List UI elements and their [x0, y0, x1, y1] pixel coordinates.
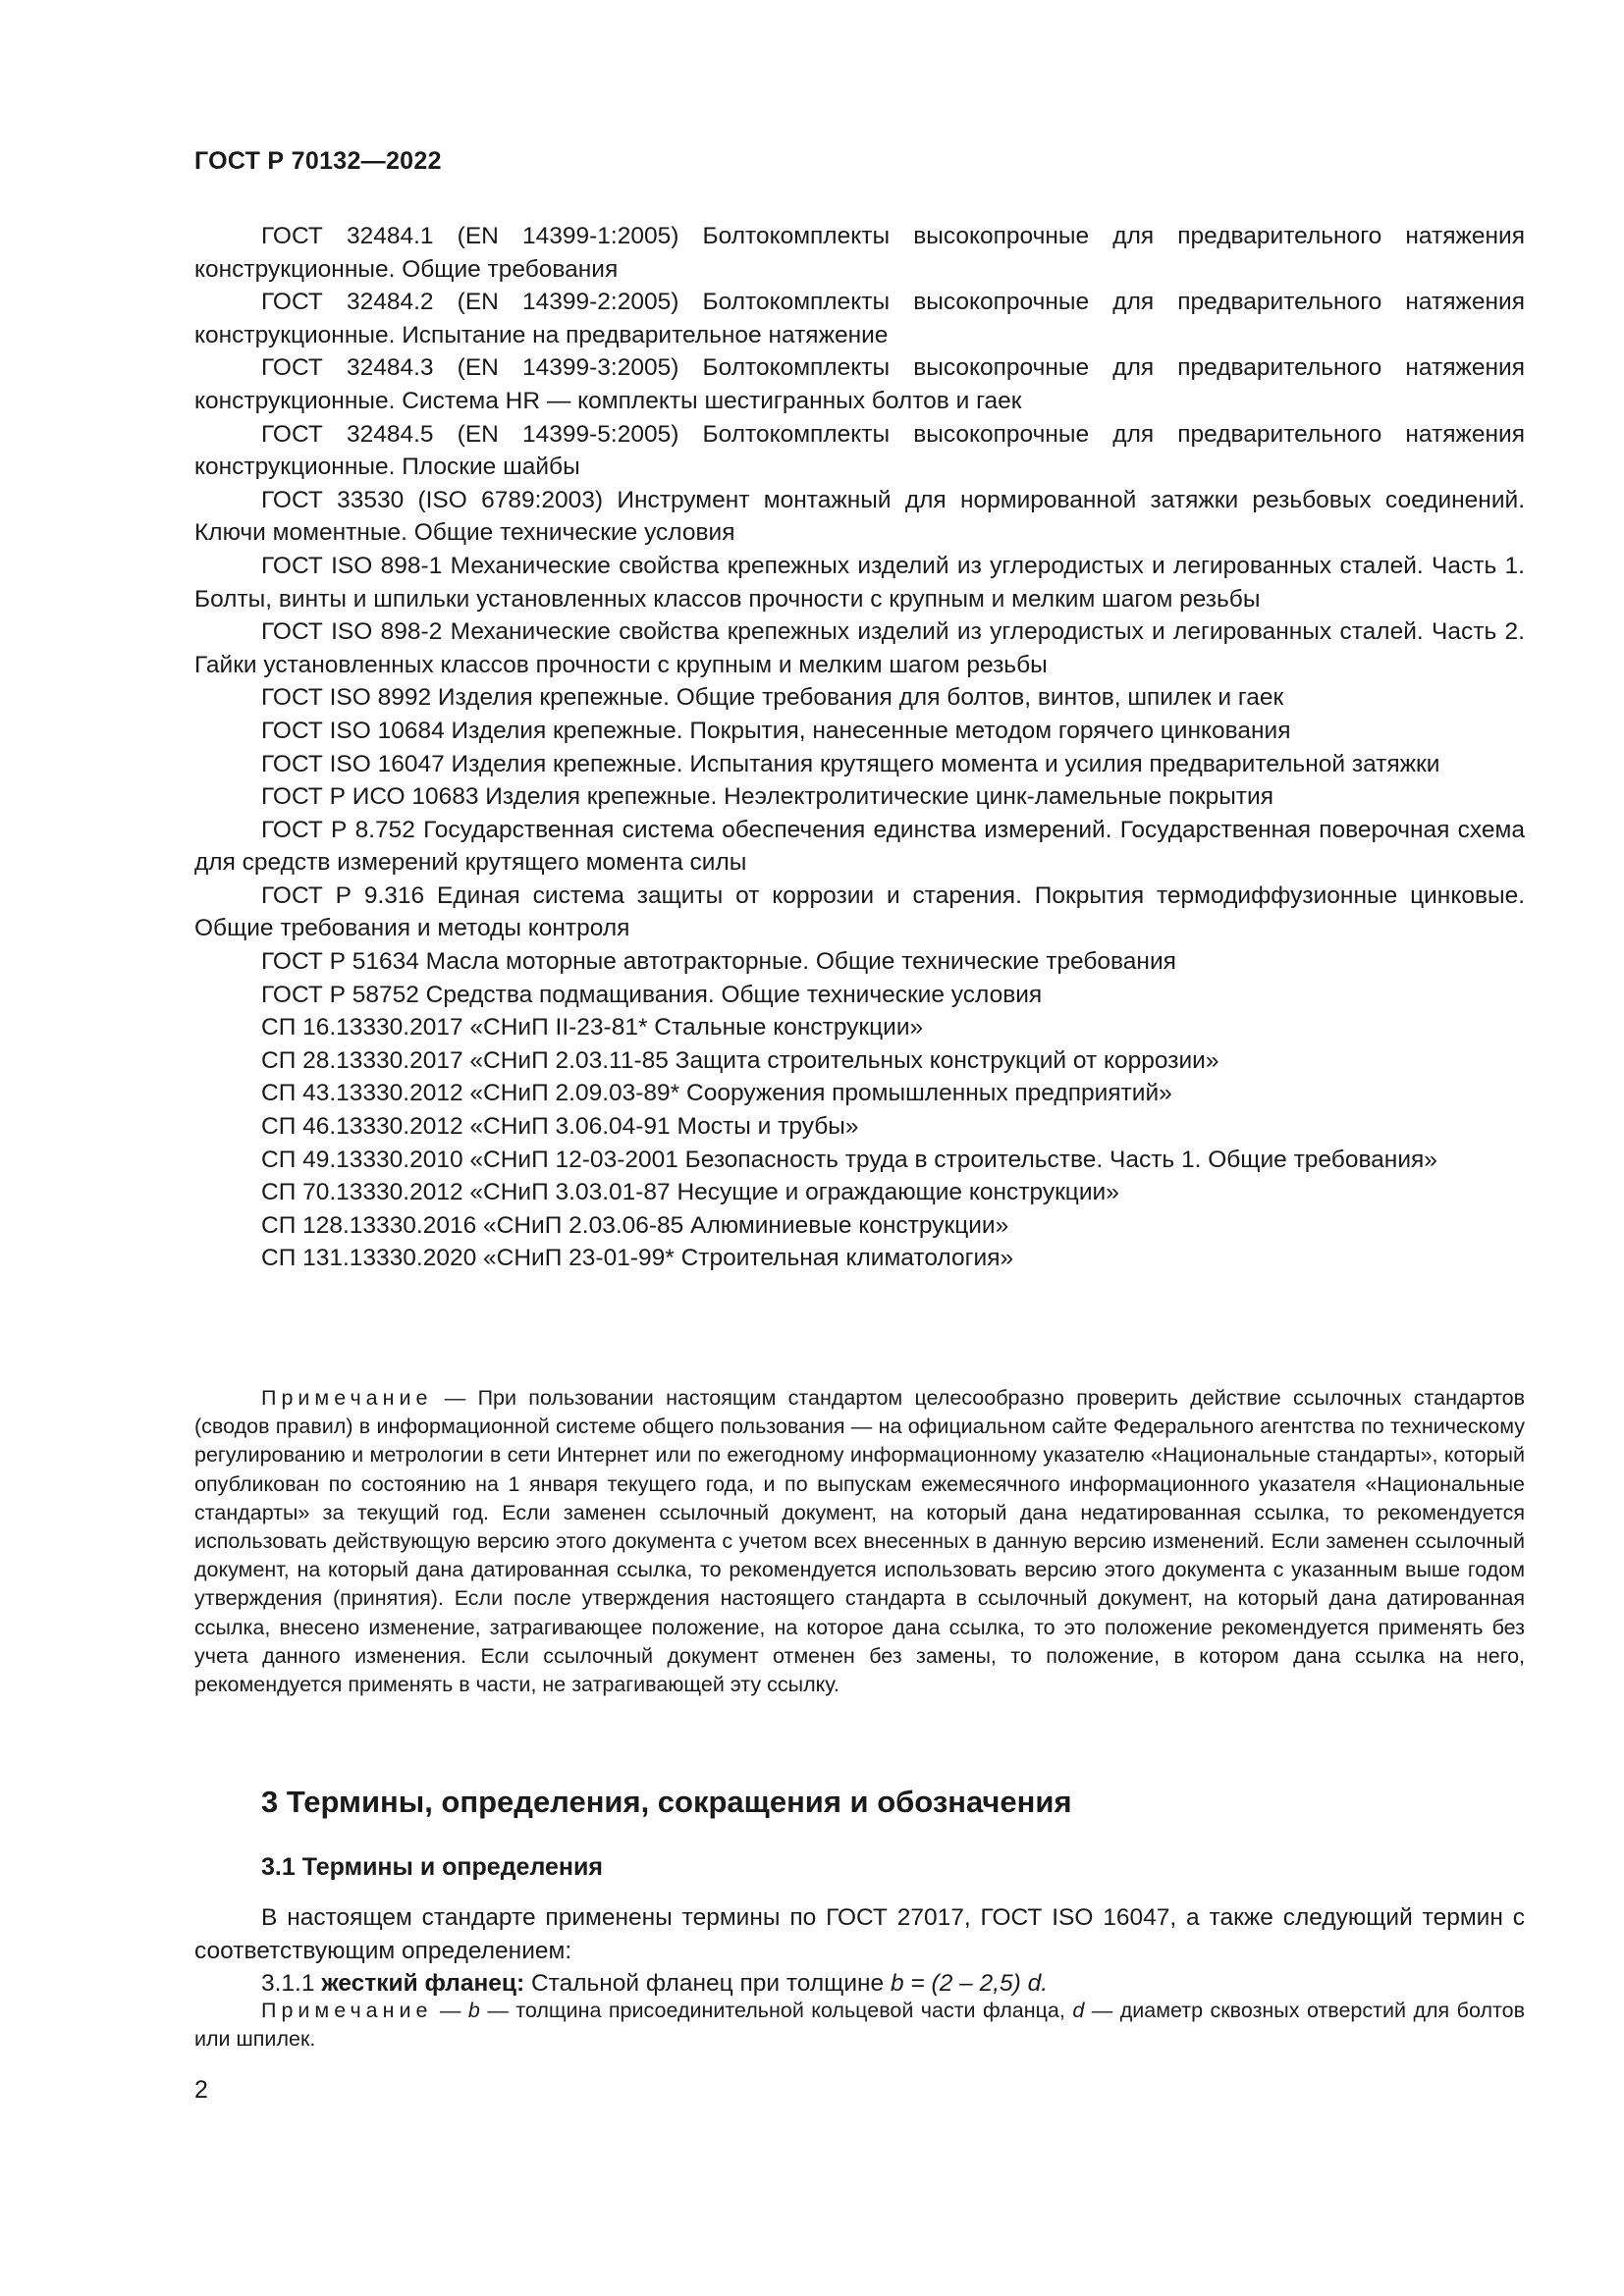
- reference-item: СП 49.13330.2010 «СНиП 12-03-2001 Безопасность труда в строительстве. Часть 1. Общие требования»: [261, 1146, 1437, 1173]
- term-definition-text: Стальной фланец при толщине: [530, 1970, 885, 1998]
- subsection-title: 3.1 Термины и определения: [261, 1853, 603, 1881]
- reference-item: ГОСТ ISO 8992 Изделия крепежные. Общие требования для болтов, винтов, шпилек и гаек: [261, 684, 1284, 712]
- variable-d: d: [1072, 1999, 1085, 2022]
- variable-b: b: [467, 1999, 480, 2022]
- note-paragraph: [194, 1384, 1525, 1699]
- reference-item: ГОСТ 32484.2 (EN 14399-2:2005) Болтокомплекты высокопрочные для предварительного натяжения конструкционные. Испытание на предварительное натяжение: [194, 289, 1525, 348]
- term-formula: b = (2 – 2,5) d.: [891, 1970, 1049, 1998]
- reference-item: ГОСТ 33530 (ISO 6789:2003) Инструмент монтажный для нормированной затяжки резьбовых соединений. Ключи моментные. Общие технические условия: [194, 486, 1525, 547]
- reference-item: СП 28.13330.2017 «СНиП 2.03.11-85 Защита строительных конструкций от коррозии»: [261, 1046, 1219, 1074]
- reference-item: ГОСТ 32484.3 (EN 14399-3:2005) Болтокомплекты высокопрочные для предварительного натяжения конструкционные. Система HR — комплекты шестигранных болтов и гаек: [194, 354, 1525, 414]
- note-text-d: — диаметр сквозных отверстий для болтов или шпилек.: [194, 1999, 1525, 2052]
- intro-paragraph: В настоящем стандарте применены термины по ГОСТ 27017, ГОСТ ISO 16047, а также следующий термин с соответствующим определением:: [194, 1904, 1525, 1964]
- reference-item: СП 128.13330.2016 «СНиП 2.03.06-85 Алюминиевые конструкции»: [261, 1211, 1009, 1239]
- terms-intro: [194, 1901, 1525, 2001]
- term-name: жесткий фланец:: [321, 1970, 525, 1998]
- reference-item: СП 46.13330.2012 «СНиП 3.06.04-91 Мосты и трубы»: [261, 1113, 859, 1141]
- page-number: 2: [194, 2076, 208, 2104]
- reference-item: ГОСТ Р ИСО 10683 Изделия крепежные. Неэлектролитические цинк-ламельные покрытия: [261, 783, 1273, 811]
- term-definition: [194, 1967, 1525, 2001]
- reference-item: ГОСТ 32484.1 (EN 14399-1:2005) Болтокомплекты высокопрочные для предварительного натяжения конструкционные. Общие требования: [194, 223, 1525, 283]
- reference-item: ГОСТ Р 58752 Средства подмащивания. Общие технические условия: [261, 981, 1043, 1008]
- references-note: [194, 1384, 1525, 1699]
- reference-item: ГОСТ ISO 898-1 Механические свойства крепежных изделий из углеродистых и легированных сталей. Часть 1. Болты, винты и шпильки установленных классов прочности с крупным и мелким шагом резьбы: [194, 552, 1525, 613]
- reference-item: ГОСТ Р 51634 Масла моторные автотракторные. Общие технические требования: [261, 948, 1176, 976]
- note-text: — При пользовании настоящим стандартом целесообразно проверить действие ссылочных стандартов (сводов правил) в информационной системе общего пользования — на официальном сайте Федерального агентства по техническому регулированию и метрологии в сети Интернет или по ежегодному информационному указателю «Национальные стандарты», который опубликован по состоянию на 1 января текущего года, и по выпускам ежемесячного информационного указателя «Национальные стандарты» за текущий год. Если заменен ссылочный документ, на который дана недатированная ссылка, то рекомендуется использовать действующую версию этого документа с учетом всех внесенных в данную версию изменений. Если заменен ссылочный документ, на который дана датированная ссылка, то рекомендуется использовать версию этого документа с указанным выше годом утверждения (принятия). Если после утверждения настоящего стандарта в ссылочный документ, на который дана датированная ссылка, внесено изменение, затрагивающее положение, на которое дана ссылка, то это положение рекомендуется применять без учета данного изменения. Если ссылочный документ отменен без замены, то положение, в котором дана ссылка на него, рекомендуется применять в части, не затрагивающей эту ссылку.: [194, 1386, 1525, 1697]
- note-text-b: — толщина присоединительной кольцевой части фланца,: [487, 1999, 1065, 2022]
- term-note: [194, 1997, 1525, 2054]
- reference-item: СП 70.13330.2012 «СНиП 3.03.01-87 Несущие и ограждающие конструкции»: [261, 1179, 1119, 1206]
- reference-item: ГОСТ Р 8.752 Государственная система обеспечения единства измерений. Государственная поверочная схема для средств измерений крутящего момента силы: [194, 816, 1525, 877]
- normative-references-list: [194, 220, 1525, 1275]
- reference-item: СП 16.13330.2017 «СНиП II-23-81* Стальные конструкции»: [261, 1014, 924, 1041]
- reference-item: СП 43.13330.2012 «СНиП 2.09.03-89* Сооружения промышленных предприятий»: [261, 1080, 1172, 1107]
- section-title: 3 Термины, определения, сокращения и обозначения: [261, 1785, 1072, 1819]
- reference-item: ГОСТ ISO 10684 Изделия крепежные. Покрытия, нанесенные методом горячего цинкования: [261, 717, 1291, 744]
- reference-item: ГОСТ 32484.5 (EN 14399-5:2005) Болтокомплекты высокопрочные для предварительного натяжения конструкционные. Плоские шайбы: [194, 420, 1525, 481]
- reference-item: ГОСТ ISO 898-2 Механические свойства крепежных изделий из углеродистых и легированных сталей. Часть 2. Гайки установленных классов прочности с крупным и мелким шагом резьбы: [194, 618, 1525, 678]
- note-dash: —: [439, 1999, 461, 2022]
- reference-item: СП 131.13330.2020 «СНиП 23-01-99* Строительная климатология»: [261, 1245, 1014, 1272]
- note-label: Примечание: [261, 1386, 433, 1410]
- term-number: 3.1.1: [261, 1970, 315, 1998]
- note-paragraph: [194, 1997, 1525, 2054]
- note-label: Примечание: [261, 1999, 433, 2022]
- reference-item: ГОСТ Р 9.316 Единая система защиты от коррозии и старения. Покрытия термодиффузионные цинковые. Общие требования и методы контроля: [194, 881, 1525, 942]
- document-header: ГОСТ Р 70132—2022: [194, 147, 442, 175]
- reference-item: ГОСТ ISO 16047 Изделия крепежные. Испытания крутящего момента и усилия предварительной затяжки: [261, 750, 1440, 777]
